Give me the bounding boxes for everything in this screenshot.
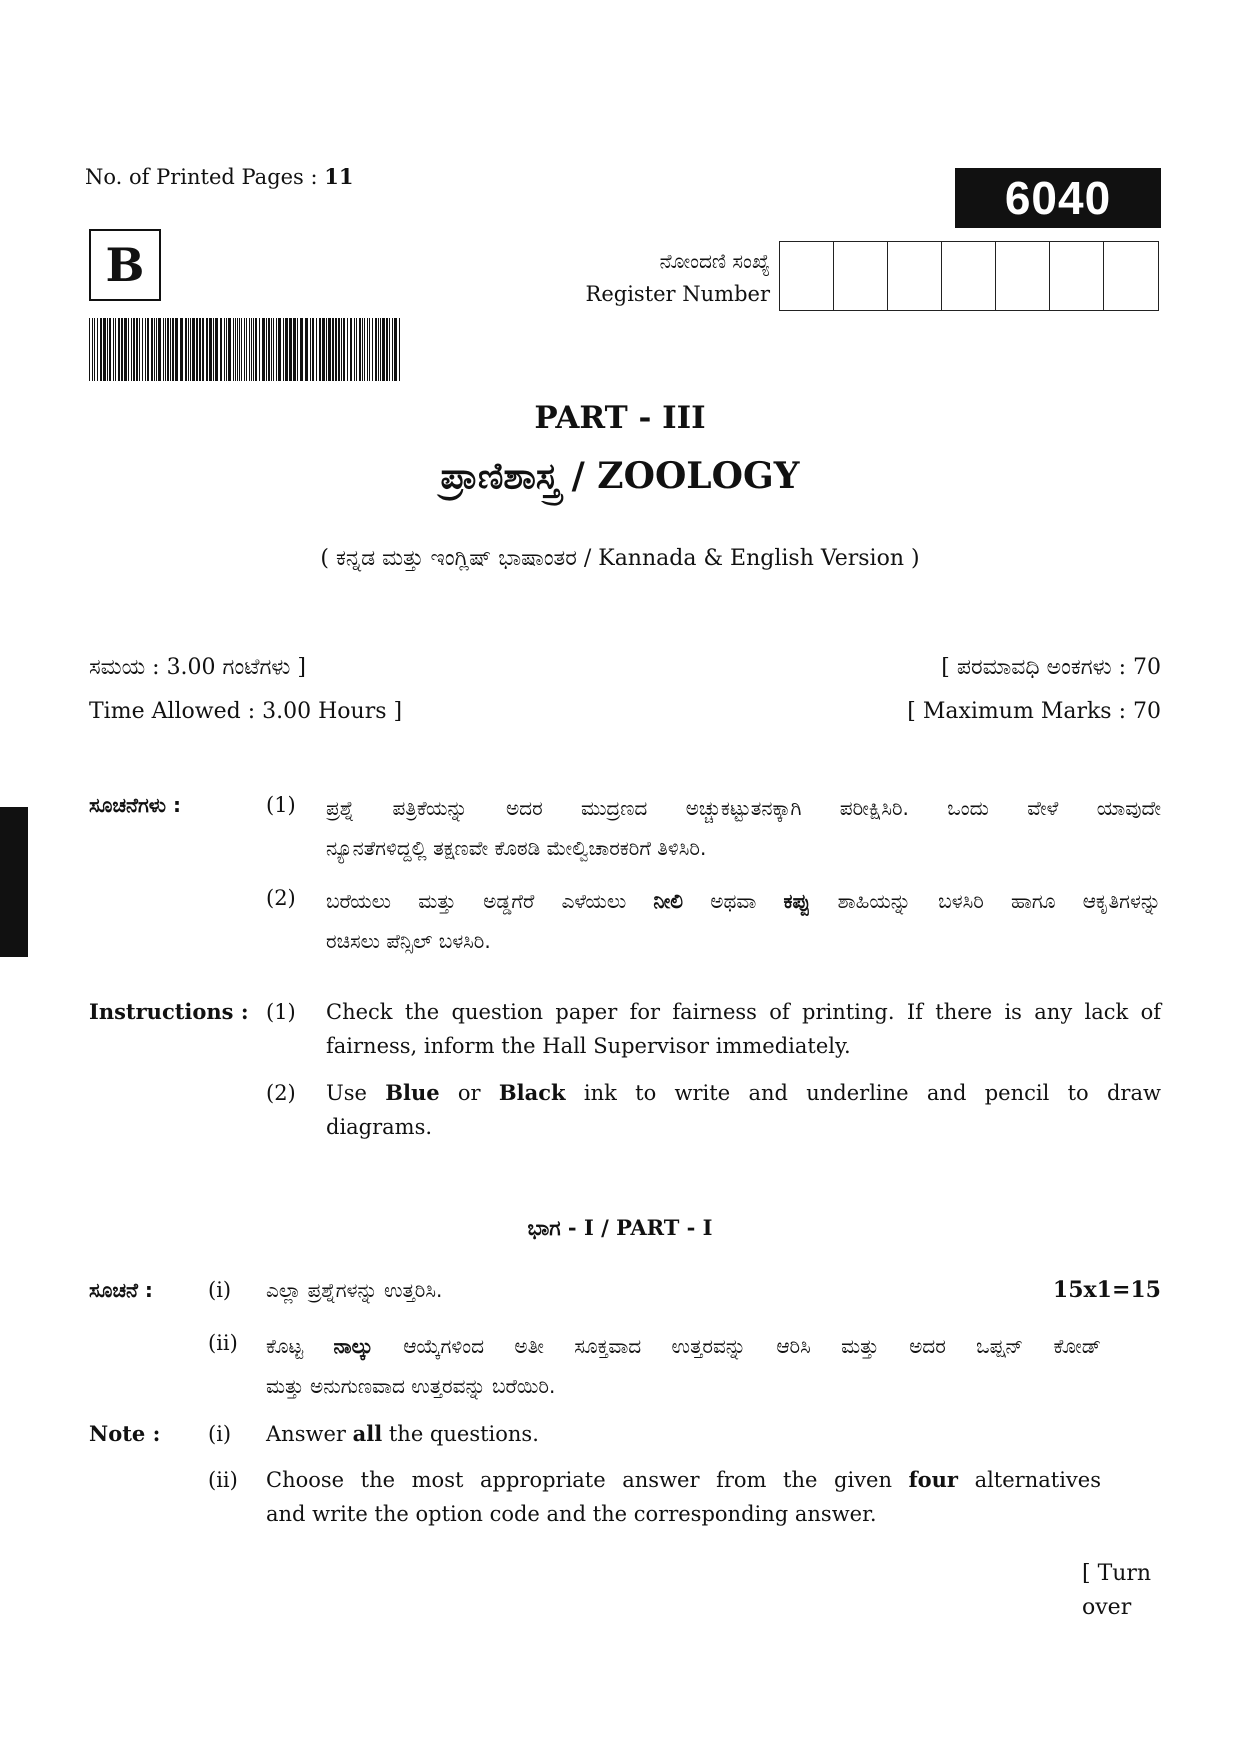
- register-label-en: Register Number: [585, 282, 770, 306]
- register-cell[interactable]: [834, 242, 888, 310]
- instruction-en-1-num: (1): [266, 1000, 296, 1024]
- series-letter: B: [89, 229, 161, 301]
- note-en-2-line2: and write the option code and the corresponding answer.: [266, 1502, 877, 1526]
- note-kn-2-four: ನಾಲ್ಕು: [333, 1334, 373, 1358]
- note-en-1-all: all: [352, 1421, 383, 1446]
- note-en-1-text-a: Answer: [266, 1422, 346, 1446]
- note-en-2-line1: [266, 1463, 1101, 1497]
- printed-pages: [85, 160, 354, 194]
- note-en-2-text-c: alternatives: [974, 1468, 1101, 1492]
- section-heading-kn: ಭಾಗ: [527, 1216, 561, 1240]
- section-heading: [0, 1215, 1240, 1241]
- register-label-kn: ನೋಂದಣಿ ಸಂಖ್ಯೆ: [659, 249, 770, 273]
- instruction-en-2-line1: [326, 1076, 1161, 1110]
- instructions-en-label: Instructions :: [89, 999, 249, 1024]
- register-cell[interactable]: [888, 242, 942, 310]
- note-en-1-text-c: the questions.: [388, 1422, 539, 1446]
- instruction-kn-2: [326, 881, 1161, 961]
- note-kn-2-line1: [266, 1326, 1101, 1366]
- note-en-1-num: (i): [208, 1422, 232, 1446]
- instruction-en-2-text-e: ink to write and underline and pencil to draw: [583, 1081, 1161, 1105]
- instruction-en-2-blue: Blue: [385, 1080, 440, 1105]
- note-en-1: [266, 1417, 539, 1451]
- register-cell[interactable]: [996, 242, 1050, 310]
- instruction-kn-2-text-a: ಬರೆಯಲು ಮತ್ತು ಅಡ್ಡಗೆರೆ ಎಳೆಯಲು: [326, 889, 627, 913]
- marks-en: [ Maximum Marks : 70: [907, 699, 1161, 724]
- instruction-en-1-line2: fairness, inform the Hall Supervisor immediately.: [326, 1034, 851, 1058]
- subject-title: ಪ್ರಾಣಿಶಾಸ್ತ್ರ / ZOOLOGY: [440, 455, 800, 497]
- time-kn: ಸಮಯ : 3.00 ಗಂಟೆಗಳು ]: [89, 655, 306, 680]
- time-row-en: [89, 699, 1161, 724]
- note-en-2-text-a: Choose the most appropriate answer from the given: [266, 1468, 892, 1492]
- instruction-kn-1-line1: ಪ್ರಶ್ನೆ ಪತ್ರಿಕೆಯನ್ನು ಅದರ ಮುದ್ರಣದ ಅಚ್ಚುಕಟ್ಟುತನಕ್ಕಾಗಿ ಪರೀಕ್ಷಿಸಿರಿ. ಒಂದು ವೇಳೆ ಯಾವುದೇ: [326, 796, 1161, 820]
- instruction-en-1-line1: Check the question paper for fairness of printing. If there is any lack of: [326, 1000, 1161, 1024]
- note-kn-2-line2: ಮತ್ತು ಅನುಗುಣವಾದ ಉತ್ತರವನ್ನು ಬರೆಯಿರಿ.: [266, 1374, 556, 1398]
- marks-kn: [ ಪರಮಾವಧಿ ಅಂಕಗಳು : 70: [941, 655, 1161, 680]
- instruction-kn-1-line2: ನ್ಯೂನತೆಗಳಿದ್ದಲ್ಲಿ ತಕ್ಷಣವೇ ಕೊಠಡಿ ಮೇಲ್ವಿಚಾರಕರಿಗೆ ತಿಳಿಸಿರಿ.: [326, 836, 707, 860]
- side-marker: [0, 807, 28, 957]
- instruction-en-2-text-a: Use: [326, 1081, 367, 1105]
- turn-over: [ Turn over: [1082, 1561, 1152, 1620]
- instruction-kn-2-line2: ರಚಿಸಲು ಪೆನ್ಸಿಲ್ ಬಳಸಿರಿ.: [326, 929, 491, 953]
- note-kn-2: [266, 1326, 1101, 1406]
- register-cell[interactable]: [1104, 242, 1158, 310]
- register-cell[interactable]: [942, 242, 996, 310]
- part-title: PART - III: [534, 400, 706, 436]
- note-kn-1-num: (i): [208, 1278, 232, 1302]
- note-en-2-num: (ii): [208, 1468, 238, 1492]
- register-number-grid: [779, 241, 1159, 311]
- instruction-kn-2-blue: ನೀಲಿ: [653, 889, 684, 913]
- printed-pages-label: No. of Printed Pages :: [85, 165, 318, 189]
- note-kn-1: ಎಲ್ಲಾ ಪ್ರಶ್ನೆಗಳನ್ನು ಉತ್ತರಿಸಿ.: [266, 1278, 443, 1302]
- instruction-kn-2-num: (2): [266, 886, 296, 910]
- instruction-en-1: [326, 995, 1161, 1063]
- register-labels: [560, 245, 770, 311]
- instruction-kn-2-black: ಕಪ್ಪು: [783, 889, 811, 913]
- printed-pages-value: 11: [324, 164, 354, 189]
- instruction-en-2-text-c: or: [457, 1081, 481, 1105]
- note-kn-2-text-c: ಆಯ್ಕೆಗಳಿಂದ ಅತೀ ಸೂಕ್ತವಾದ ಉತ್ತರವನ್ನು ಆರಿಸಿ ಮತ್ತು ಅದರ ಒಪ್ಷನ್ ಕೋಡ್: [403, 1334, 1102, 1358]
- version-line: ( ಕನ್ನಡ ಮತ್ತು ಇಂಗ್ಲಿಷ್ ಭಾಷಾಂತರ / Kannada & English Version ): [320, 546, 920, 571]
- instruction-en-2-black: Black: [498, 1080, 566, 1105]
- instruction-en-2: [326, 1076, 1161, 1144]
- section-marks: 15x1=15: [1052, 1277, 1161, 1303]
- note-kn-2-num: (ii): [208, 1331, 238, 1355]
- register-cell[interactable]: [780, 242, 834, 310]
- barcode-image: [89, 318, 402, 381]
- note-kn-label: ಸೂಚನೆ :: [89, 1278, 153, 1302]
- instruction-kn-1: [326, 788, 1161, 868]
- instruction-kn-2-text-c: ಅಥವಾ: [710, 889, 757, 913]
- instruction-en-2-num: (2): [266, 1081, 296, 1105]
- register-cell[interactable]: [1050, 242, 1104, 310]
- note-en-2-four: four: [908, 1467, 958, 1492]
- section-heading-rest: - I / PART - I: [567, 1215, 713, 1240]
- instruction-kn-2-text-e: ಶಾಹಿಯನ್ನು ಬಳಸಿರಿ ಹಾಗೂ ಆಕೃತಿಗಳನ್ನು: [837, 889, 1161, 913]
- time-row-kn: [89, 655, 1161, 680]
- note-en-label: Note :: [89, 1421, 161, 1446]
- instructions-kn-label: ಸೂಚನೆಗಳು :: [89, 793, 181, 817]
- instruction-kn-1-num: (1): [266, 793, 296, 817]
- instruction-kn-2-line1: [326, 881, 1161, 921]
- note-kn-2-text-a: ಕೊಟ್ಟ: [266, 1334, 304, 1358]
- paper-code: 6040: [955, 168, 1161, 228]
- time-en: Time Allowed : 3.00 Hours ]: [89, 699, 403, 724]
- note-en-2: [266, 1463, 1101, 1531]
- instruction-en-2-line2: diagrams.: [326, 1115, 433, 1139]
